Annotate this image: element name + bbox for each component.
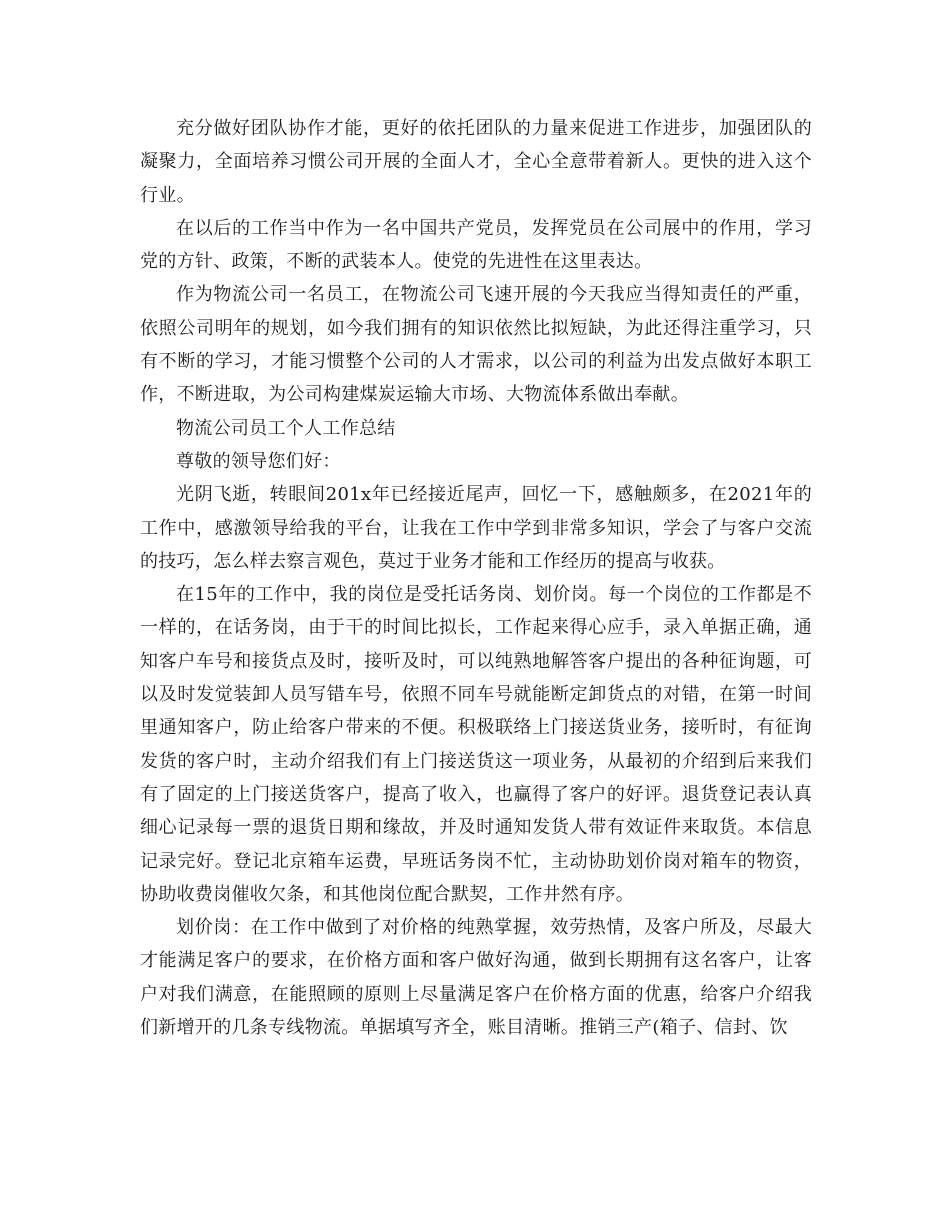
- paragraph-pricing-desk: 划价岗：在工作中做到了对价格的纯熟掌握，效劳热情，及客户所及，尽最大才能满足客户的要求，在价格方面和客户做好沟通，做到长期拥有这名客户，让客户对我们满意，在能照顾的原则上尽量满足客户在价格方面的优惠，给客户介绍我们新增开的几条专线物流。单据填写齐全，账目清晰。推销三产(箱子、信封、饮: [140, 917, 812, 1039]
- paragraph-team-cooperation: 充分做好团队协作才能，更好的依托团队的力量来促进工作进步，加强团队的凝聚力，全面培养习惯公司开展的全面人才，全心全意带着新人。更快的进入这个行业。: [140, 118, 812, 206]
- paragraph-employee-duty: 作为物流公司一名员工，在物流公司飞速开展的今天我应当得知责任的严重，依照公司明年的规划，如今我们拥有的知识依然比拟短缺，为此还得注重学习，只有不断的学习，才能习惯整个公司的人才需求，以公司的利益为出发点做好本职工作，不断进取，为公司构建煤炭运输大市场、大物流体系做出奉献。: [140, 284, 812, 406]
- section-title: 物流公司员工个人工作总结: [176, 417, 396, 439]
- paragraph-party-member: 在以后的工作当中作为一名中国共产党员，发挥党员在公司展中的作用，学习党的方针、政策，不断的武装本人。使党的先进性在这里表达。: [140, 217, 812, 273]
- paragraph-phone-desk: 在15年的工作中，我的岗位是受托话务岗、划价岗。每一个岗位的工作都是不一样的，在话务岗，由于干的时间比拟长，工作起来得心应手，录入单据正确，通知客户车号和接货点及时，接听及时，可以纯熟地解答客户提出的各种征询题，可以及时发觉装卸人员写错车号，依照不同车号就能断定卸货点的对错，在第一时间里通知客户，防止给客户带来的不便。积极联络上门接送货业务，接听时，有征询发货的客户时，主动介绍我们有上门接送货这一项业务，从最初的介绍到后来我们有了固定的上门接送货客户，提高了收入，也赢得了客户的好评。退货登记表认真细心记录每一票的退货日期和缘故，并及时通知发货人带有效证件来取货。本信息记录完好。登记北京箱车运费，早班话务岗不忙，主动协助划价岗对箱车的物资，协助收费岗催收欠条，和其他岗位配合默契，工作井然有序。: [140, 584, 812, 905]
- paragraph-year-review: 光阴飞逝，转眼间201x年已经接近尾声，回忆一下，感触颇多，在2021年的工作中，感激领导给我的平台，让我在工作中学到非常多知识，学会了与客户交流的技巧，怎么样去察言观色，莫过于业务才能和工作经历的提高与收获。: [140, 484, 812, 572]
- document-page: [140, 112, 812, 1044]
- salutation: 尊敬的领导您们好：: [176, 450, 341, 472]
